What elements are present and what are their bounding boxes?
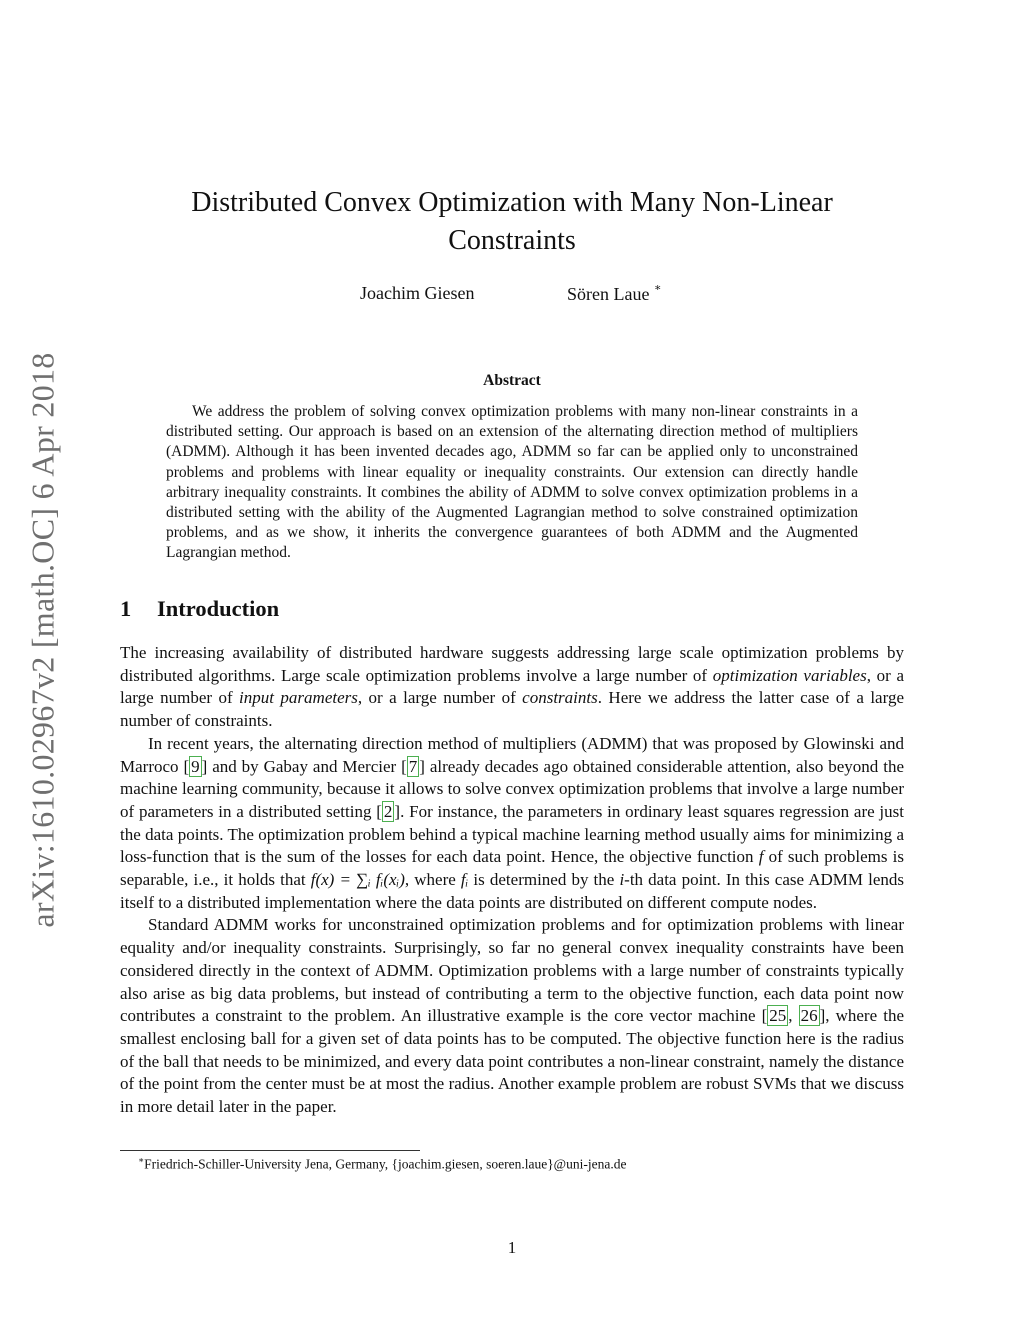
- text-run: ]. For instance, the parameters in ordinary least squares regression are just the data points. The optimization problem behind a typical machine learning method usually aims for minimizing a loss-function that is the sum of the losses for each data point. Hence, the objective function: [120, 801, 904, 867]
- footnote-divider: [120, 1150, 420, 1151]
- text-run: is determined by the: [468, 870, 620, 890]
- text-run: , where: [404, 870, 461, 890]
- math-inline: fᵢ: [460, 870, 469, 890]
- author-giesen: [360, 283, 474, 304]
- math-inline: i: [619, 870, 625, 890]
- text-run: ], where the smallest enclosing ball for a given set of data points has to be computed. The objective function here is the radius of the ball that needs to be minimized, and every data point contributes a non-linear constraint, namely the distance of the point from the center must be at most the radius. Another example problem are robust SVMs that we discuss in more detail later in the paper.: [120, 1006, 904, 1117]
- abstract-heading: Abstract: [483, 372, 541, 389]
- paragraph-1: [120, 642, 904, 733]
- text-run: -th data point. In this case ADMM lends itself to a distributed implementation where the data points are distributed on different compute nodes.: [120, 870, 905, 912]
- abstract-text: We address the problem of solving convex optimization problems with many non-linear constraints in a distributed setting. Our approach is based on an extension of the alternating direction method of multipliers (ADMM). Although it has been invented decades ago, ADMM so far can be applied only to unconstrained problems and problems with linear equality or inequality constraints. Our extension can directly handle arbitrary inequality constraints. It combines the ability of ADMM to solve convex optimization problems in a distributed setting with the ability of the Augmented Lagrangian method to solve constrained optimization problems, and as we show, it inherits the convergence guarantees of both ADMM and the Augmented Lagrangian method.: [166, 403, 858, 562]
- footnote-mark: ∗: [138, 1155, 145, 1165]
- author-name: Sören Laue: [567, 284, 650, 304]
- math-inline: f: [758, 847, 764, 867]
- page-number: 1: [507, 1238, 517, 1257]
- math-inline: f(x) = ∑ᵢ fᵢ(xᵢ): [310, 870, 405, 890]
- footnote-mark[interactable]: ∗: [653, 282, 662, 294]
- paragraph-2: [120, 733, 904, 915]
- emphasis-input-parameters: input parameters: [239, 688, 358, 708]
- citation-link[interactable]: 2: [383, 801, 393, 821]
- text-run: The increasing availability of distributed hardware suggests addressing large scale optimization problems by distributed algorithms. Large scale optimization problems involve a large number of: [120, 643, 904, 685]
- emphasis-constraints: constraints: [522, 688, 598, 708]
- text-run: ,: [788, 1006, 799, 1026]
- arxiv-stamp: arXiv:1610.02967v2 [math.OC] 6 Apr 2018: [24, 352, 61, 928]
- text-run: In recent years, the alternating direction method of multipliers (ADMM) that was proposed by Glowinski and Marroco [: [120, 733, 904, 776]
- paragraph-3: [120, 914, 904, 1118]
- citation-link[interactable]: 7: [408, 756, 418, 776]
- footnote-text: Friedrich-Schiller-University Jena, Germany, {joachim.giesen, soeren.laue}@uni-jena.de: [144, 1156, 627, 1172]
- text-run: , or a large number of: [357, 688, 523, 708]
- citation-link[interactable]: 25: [769, 1006, 787, 1026]
- text-run: , or a large number of: [120, 665, 904, 708]
- section-heading: [120, 596, 279, 622]
- citation-link[interactable]: 26: [800, 1006, 818, 1026]
- text-run: . Here we address the latter case of a large number of constraints.: [120, 688, 904, 731]
- text-run: ] already decades ago obtained considerable attention, also beyond the machine learning community, because it allows to solve convex optimization problems that involve a large number of parameters in a distributed setting [: [120, 756, 904, 821]
- section-number: 1: [120, 596, 132, 621]
- author-laue: [567, 283, 661, 305]
- author-name: Joachim Giesen: [360, 283, 475, 303]
- section-title: Introduction: [157, 596, 280, 621]
- paper-title: Distributed Convex Optimization with Many Non-Linear Constraints: [191, 187, 833, 256]
- citation-link[interactable]: 9: [191, 756, 200, 776]
- emphasis-optimization-variables: optimization variables: [712, 665, 867, 685]
- text-run: Standard ADMM works for unconstrained optimization problems and for optimization problems with linear equality and/or inequality constraints. Surprisingly, so far no general convex inequality constraints have been considered directly in the context of ADMM. Optimization problems with a large number of constraints typically also arise as big data problems, but instead of contributing a term to the objective function, each data point now contributes a constraint to the problem. An illustrative example is the core vector machine [: [120, 915, 904, 1026]
- footnote: [138, 1155, 626, 1173]
- text-run: ] and by Gabay and Mercier [: [201, 756, 407, 776]
- introduction-body: [120, 642, 904, 1119]
- text-run: of such problems is separable, i.e., it holds that: [120, 847, 904, 890]
